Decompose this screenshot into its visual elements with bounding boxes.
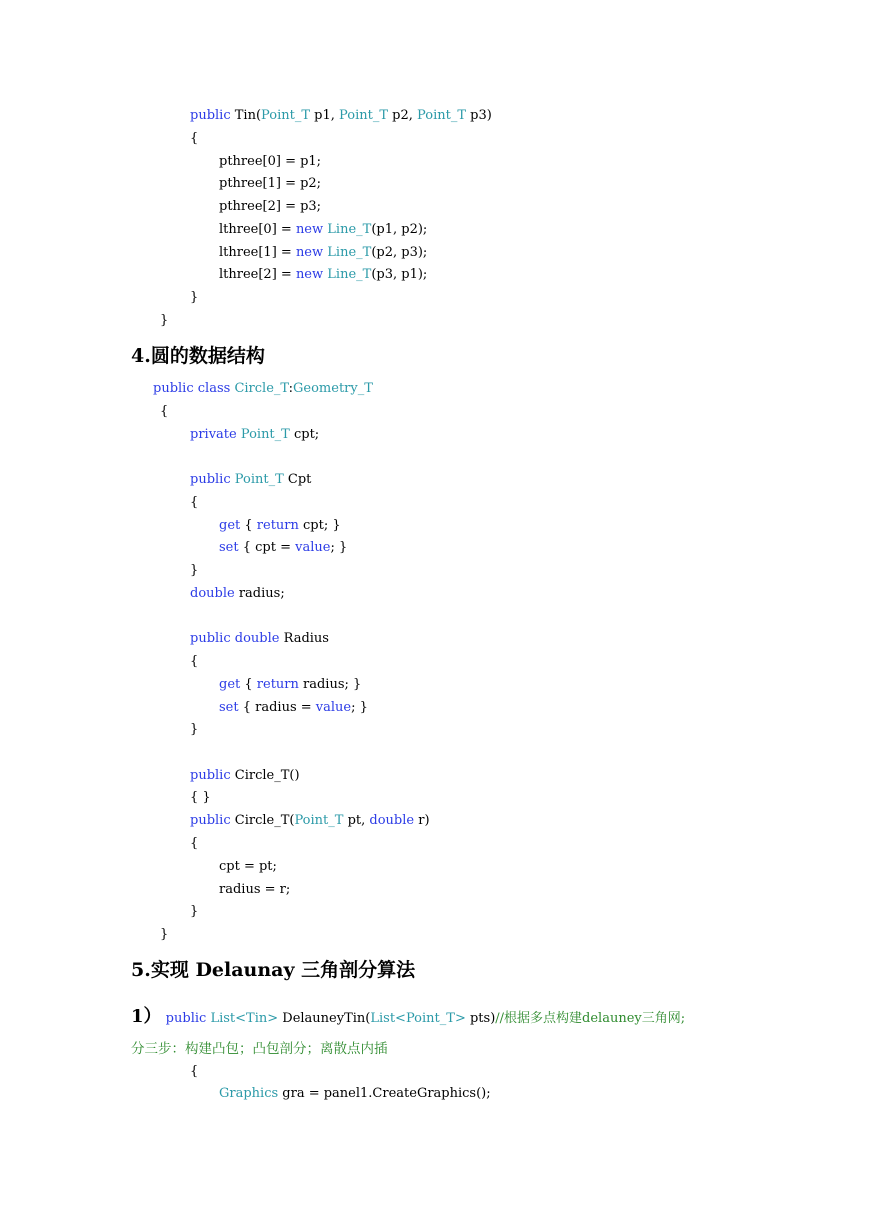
code-line: [190, 631, 329, 647]
identifier: lthree[2] =: [219, 267, 296, 282]
identifier: Cpt: [283, 472, 312, 487]
identifier: { radius =: [238, 700, 316, 715]
type-name: List: [210, 1011, 236, 1026]
keyword: public: [190, 768, 231, 783]
code-brace: {: [160, 404, 169, 419]
keyword: double: [190, 586, 235, 601]
identifier: ; }: [330, 540, 348, 555]
code-line: pthree[2] = p3;: [219, 199, 322, 214]
type-name: Point_T: [405, 1011, 455, 1026]
identifier: p2,: [388, 108, 418, 123]
identifier: cpt; }: [298, 518, 341, 533]
type-name: Point_T: [339, 108, 389, 123]
code-brace: }: [190, 290, 199, 305]
identifier: {: [240, 518, 257, 533]
identifier: Tin(: [234, 108, 262, 123]
identifier: DelauneyTin(: [278, 1011, 371, 1026]
code-line: [190, 427, 319, 443]
keyword: get: [219, 518, 241, 533]
identifier: { cpt =: [238, 540, 296, 555]
type-name: Line_T: [327, 222, 372, 237]
keyword: double: [234, 631, 280, 646]
code-brace: }: [160, 927, 169, 942]
code-comment-continuation: 分三步：构建凸包；凸包剖分；离散点内插: [131, 1041, 388, 1057]
type-name: Graphics: [219, 1086, 279, 1101]
identifier: lthree[0] =: [219, 222, 296, 237]
type-name: <: [235, 1011, 247, 1026]
type-name: List: [370, 1011, 396, 1026]
identifier: (p1, p2);: [371, 222, 428, 237]
code-line: [190, 768, 300, 784]
identifier: {: [240, 677, 257, 692]
identifier: r): [414, 813, 430, 828]
separator: :: [288, 381, 294, 396]
keyword: public: [165, 1011, 207, 1026]
code-line-delaunay-method: [131, 1007, 685, 1029]
code-brace: {: [190, 836, 199, 851]
type-name: Point_T: [234, 472, 284, 487]
code-brace: }: [190, 904, 199, 919]
type-name: Point_T: [294, 813, 344, 828]
identifier: gra = panel1.CreateGraphics();: [278, 1086, 491, 1101]
code-brace: }: [190, 563, 199, 578]
code-line: [219, 245, 427, 261]
identifier: pt,: [343, 813, 370, 828]
code-line-class-decl: [153, 381, 373, 397]
code-brace: {: [190, 654, 199, 669]
keyword: get: [219, 677, 241, 692]
keyword: class: [197, 381, 231, 396]
code-line: [190, 813, 430, 829]
keyword: set: [219, 540, 239, 555]
code-line: [219, 267, 427, 283]
keyword: value: [295, 540, 331, 555]
code-line: [219, 677, 361, 693]
code-comment: //根据多点构建delauney三角网;: [495, 1011, 686, 1026]
identifier: (p3, p1);: [371, 267, 428, 282]
code-line-tin-constructor: [190, 108, 492, 124]
type-name: Circle_T: [234, 381, 289, 396]
type-name: Geometry_T: [293, 381, 373, 396]
code-line: [219, 1086, 491, 1102]
identifier: radius;: [234, 586, 285, 601]
type-name: >: [454, 1011, 466, 1026]
keyword: new: [295, 267, 324, 282]
type-name: Point_T: [417, 108, 466, 123]
keyword: public: [153, 381, 194, 396]
type-name: Point_T: [240, 427, 290, 442]
type-name: >: [267, 1011, 279, 1026]
identifier: Radius: [279, 631, 329, 646]
code-line: [219, 518, 341, 534]
identifier: Circle_T(: [230, 813, 295, 828]
code-brace: {: [190, 1064, 199, 1079]
keyword: public: [190, 813, 231, 828]
code-line: [190, 586, 285, 602]
type-name: Line_T: [327, 245, 372, 260]
keyword: double: [369, 813, 415, 828]
keyword: set: [219, 700, 239, 715]
type-name: Line_T: [327, 267, 372, 282]
code-line: [190, 472, 311, 488]
code-line: [219, 222, 427, 238]
type-name: <: [395, 1011, 406, 1026]
section-heading-circle-structure: 4.圆的数据结构: [131, 345, 265, 367]
type-name: Tin: [246, 1011, 268, 1026]
code-line: [219, 700, 368, 716]
code-brace: }: [160, 313, 169, 328]
keyword: public: [190, 631, 231, 646]
identifier: pts): [465, 1011, 496, 1026]
keyword: new: [295, 222, 324, 237]
keyword: public: [190, 472, 231, 487]
code-line: radius = r;: [219, 882, 291, 897]
code-brace: {: [190, 495, 199, 510]
type-name: Point_T: [261, 108, 311, 123]
identifier: p1,: [310, 108, 340, 123]
code-brace: { }: [190, 790, 211, 805]
identifier: radius; }: [298, 677, 362, 692]
identifier: ; }: [351, 700, 368, 715]
list-number: 1）: [131, 1006, 162, 1027]
keyword: return: [256, 677, 299, 692]
keyword: value: [315, 700, 352, 715]
keyword: return: [256, 518, 299, 533]
keyword: private: [190, 427, 237, 442]
keyword: public: [190, 108, 231, 123]
code-line: pthree[1] = p2;: [219, 176, 322, 191]
identifier: cpt;: [289, 427, 320, 442]
identifier: (p2, p3);: [371, 245, 428, 260]
code-brace: }: [190, 722, 199, 737]
section-heading-delaunay: 5.实现 Delaunay 三角剖分算法: [131, 959, 416, 981]
keyword: new: [295, 245, 324, 260]
code-line: [219, 540, 347, 556]
code-line: cpt = pt;: [219, 859, 277, 874]
code-brace: {: [190, 131, 199, 146]
identifier: Circle_T(): [230, 768, 300, 783]
code-line: pthree[0] = p1;: [219, 154, 322, 169]
identifier: lthree[1] =: [219, 245, 296, 260]
identifier: p3): [466, 108, 492, 123]
